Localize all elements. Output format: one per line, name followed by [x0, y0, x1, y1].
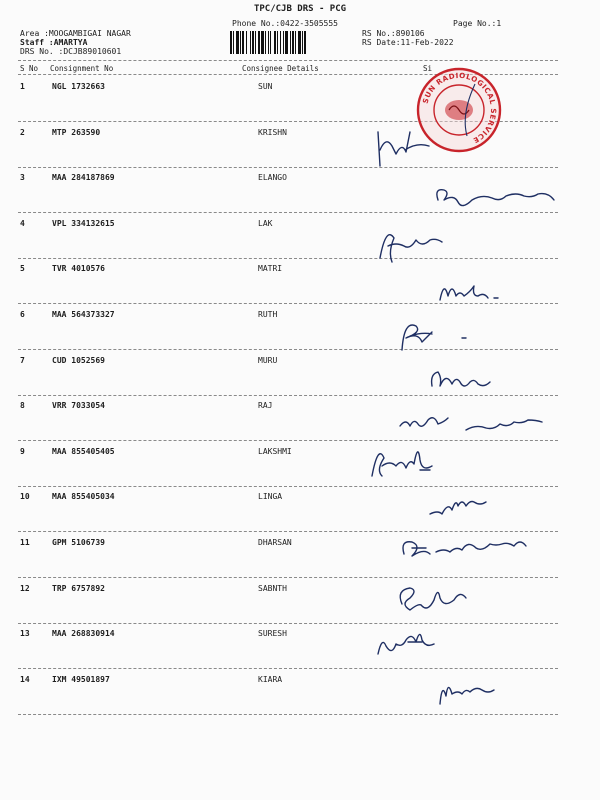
page-number: Page No.:1 — [453, 19, 502, 28]
row-consignment-no: VPL 334132615 — [52, 219, 115, 228]
row-consignee-name: RAJ — [258, 401, 273, 410]
row-consignee-name: MURU — [258, 356, 278, 365]
row-consignment-no: IXM 49501897 — [52, 675, 110, 684]
row-consignment-no: TVR 4010576 — [52, 264, 105, 273]
signature-2 — [378, 132, 429, 166]
row-sno: 9 — [20, 447, 25, 456]
row-sno: 6 — [20, 310, 25, 319]
row-consignment-no: MAA 284187869 — [52, 173, 115, 182]
phone-number: Phone No.:0422-3505555 — [232, 19, 338, 28]
row-consignee-name: KRISHN — [258, 128, 287, 137]
signature-3 — [437, 190, 554, 206]
signature-8 — [400, 418, 542, 430]
drs-number: DRS No. :DCJB89010601 — [20, 47, 122, 56]
signature-10 — [430, 502, 486, 515]
row-sno: 2 — [20, 128, 25, 137]
row-consignee-name: KIARA — [258, 675, 283, 684]
row-consignee-name: SUN — [258, 82, 273, 91]
row-sno: 14 — [20, 675, 30, 684]
signature-13 — [378, 634, 434, 654]
row-consignee-name: LAKSHMI — [258, 447, 292, 456]
rs-number: RS No.:890106 — [362, 29, 425, 38]
signature-4 — [380, 235, 442, 262]
row-consignment-no: MAA 855405405 — [52, 447, 115, 456]
row-consignment-no: MAA 855405034 — [52, 492, 115, 501]
row-sno: 12 — [20, 584, 30, 593]
row-sno: 5 — [20, 264, 25, 273]
row-consignee-name: LAK — [258, 219, 273, 228]
signature-7 — [432, 372, 490, 386]
signature-6 — [402, 325, 466, 350]
row-consignee-name: ELANGO — [258, 173, 287, 182]
row-consignment-no: MTP 263590 — [52, 128, 101, 137]
row-consignment-no: NGL 1732663 — [52, 82, 105, 91]
row-sno: 10 — [20, 492, 30, 501]
signature-14 — [440, 687, 494, 704]
row-consignee-name: RUTH — [258, 310, 278, 319]
col-header-consignee: Consignee Details — [242, 64, 319, 73]
seal-text: SUN RADIOLOGICAL SERVICE — [420, 70, 499, 146]
row-consignment-no: MAA 564373327 — [52, 310, 115, 319]
row-sno: 4 — [20, 219, 25, 228]
row-consignment-no: GPM 5106739 — [52, 538, 105, 547]
area-label: Area :MOOGAMBIGAI NAGAR — [20, 29, 131, 38]
row-consignee-name: SABNTH — [258, 584, 287, 593]
col-header-consignment: Consignment No — [50, 64, 114, 73]
rs-date: RS Date:11-Feb-2022 — [362, 38, 454, 47]
document-title: TPC/CJB DRS - PCG — [253, 4, 347, 14]
row-consignee-name: LINGA — [258, 492, 283, 501]
row-sno: 8 — [20, 401, 25, 410]
row-sno: 3 — [20, 173, 25, 182]
row-consignee-name: SURESH — [258, 629, 287, 638]
staff-label: Staff :AMARTYA — [20, 38, 88, 47]
row-consignee-name: DHARSAN — [258, 538, 292, 547]
row-consignment-no: VRR 7033054 — [52, 401, 105, 410]
col-header-sno: S No — [20, 64, 39, 73]
row-consignee-name: MATRI — [258, 264, 283, 273]
row-consignment-no: CUD 1052569 — [52, 356, 105, 365]
row-sno: 1 — [20, 82, 25, 91]
signature-11 — [403, 542, 526, 556]
row-consignment-no: TRP 6757892 — [52, 584, 105, 593]
row-sno: 11 — [20, 538, 30, 547]
row-sno: 7 — [20, 356, 25, 365]
signature-5 — [440, 286, 498, 300]
row-consignment-no: MAA 268830914 — [52, 629, 115, 638]
col-header-signature: Si — [423, 64, 433, 73]
signature-9 — [372, 452, 432, 476]
row-sno: 13 — [20, 629, 30, 638]
signature-12 — [400, 588, 466, 610]
